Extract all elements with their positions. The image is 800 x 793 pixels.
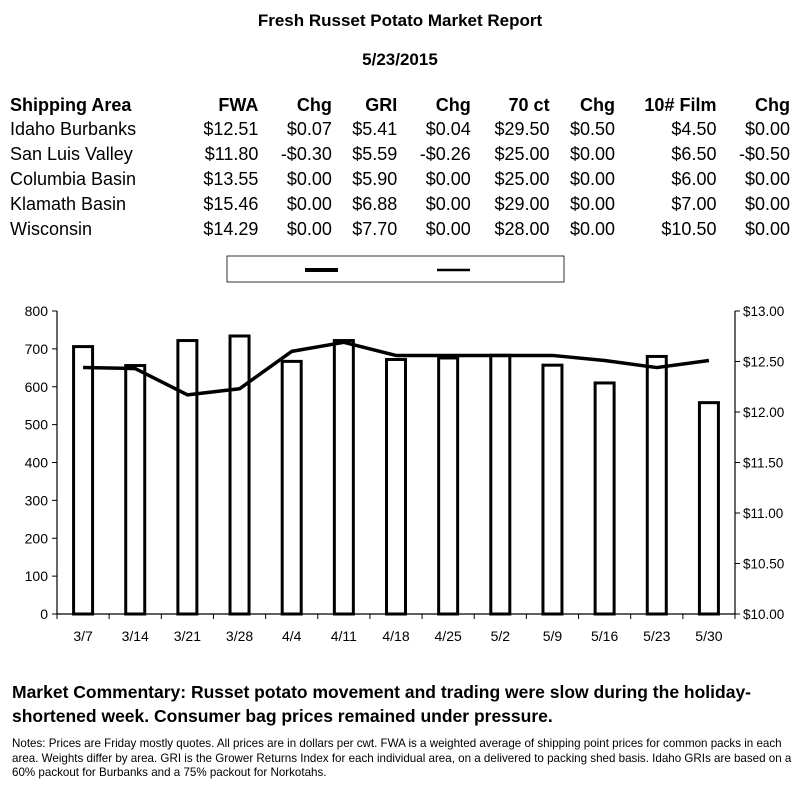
table-cell-value: $0.00	[569, 194, 615, 214]
x-tick-label: 5/9	[542, 628, 563, 644]
bar	[74, 347, 93, 614]
table-cell-value: $11.80	[204, 144, 259, 164]
notes: Notes: Prices are Friday mostly quotes. All prices are in dollars per cwt. FWA is a weighted average of shipping point prices for common packs in each area. Weights differ by area. GRI is the Grower Returns Index for each individual area, on a delivered to packing shed basis. Idaho GRIs are based on a 60% packout for Burbanks and a 75% packout for Norkotahs.	[12, 737, 792, 779]
header-70ct: 70 ct	[508, 94, 550, 115]
x-tick-label: 3/28	[225, 628, 254, 644]
right-tick-label: $13.00	[743, 304, 785, 319]
table-cell-value: $0.00	[286, 194, 332, 214]
table-cell-value: $5.41	[352, 119, 398, 139]
left-tick-label: 800	[24, 303, 48, 319]
x-tick-label: 5/16	[590, 628, 619, 644]
table-cell-value: $0.00	[286, 169, 332, 189]
header-gri-chg: Chg	[435, 94, 471, 115]
x-tick-label: 4/4	[281, 628, 302, 644]
table-cell-value: $0.00	[425, 194, 471, 214]
table-body	[8, 117, 792, 242]
header-10lb-film-chg: Chg	[755, 94, 790, 115]
x-tick-label: 5/2	[490, 628, 511, 644]
left-axis-ticks	[25, 303, 57, 622]
bar	[647, 356, 666, 614]
bar	[387, 359, 406, 614]
table-cell-value: -$0.30	[280, 144, 332, 164]
bar	[282, 361, 301, 614]
table-cell-value: $0.50	[569, 119, 615, 139]
left-tick-label: 500	[24, 416, 48, 433]
table-cell-value: $7.70	[352, 219, 398, 239]
table-cell-value: $6.50	[671, 144, 717, 164]
market-commentary: Market Commentary: Russet potato movement and trading were slow during the holiday-shortened week. Consumer bag prices remained under pressure.	[12, 682, 751, 726]
table-cell-value: $6.00	[671, 169, 717, 189]
bar	[126, 366, 145, 614]
bar	[699, 403, 718, 614]
table-cell-value: $5.59	[352, 144, 398, 164]
bar	[543, 365, 562, 614]
table-cell-value: $29.50	[494, 119, 550, 139]
left-tick-label: 600	[24, 378, 48, 395]
x-tick-label: 4/25	[434, 628, 462, 644]
left-tick-label: 100	[24, 568, 48, 585]
right-axis-ticks	[735, 304, 784, 622]
header-fwa-chg: Chg	[296, 94, 332, 115]
table-row	[8, 217, 792, 242]
left-tick-label: 400	[24, 454, 48, 471]
table-cell-value: $0.00	[425, 219, 471, 239]
table-cell-value: $0.00	[744, 119, 790, 139]
bar	[491, 355, 510, 614]
table-cell-area: Klamath Basin	[10, 194, 127, 214]
table-cell-value: $0.00	[569, 219, 615, 239]
table-cell-value: $28.00	[494, 219, 550, 239]
x-tick-label: 3/21	[173, 628, 202, 644]
bar	[334, 341, 353, 614]
table-cell-value: $7.00	[671, 194, 717, 214]
table-cell-value: $25.00	[494, 169, 550, 189]
table-header-row	[8, 93, 792, 117]
bar	[595, 383, 614, 614]
table-cell-value: $0.00	[744, 194, 790, 214]
table-cell-value: $0.00	[744, 219, 790, 239]
table-cell-value: -$0.50	[738, 144, 790, 164]
right-tick-label: $12.00	[743, 405, 785, 420]
table-cell-value: $4.50	[671, 119, 717, 139]
table-row	[8, 192, 792, 217]
table-row	[8, 117, 792, 142]
table-cell-value: $6.88	[352, 194, 398, 214]
left-tick-label: 300	[24, 492, 48, 509]
table-cell-value: -$0.26	[419, 144, 471, 164]
header-70ct-chg: Chg	[580, 94, 615, 115]
table-row	[8, 142, 792, 167]
table-cell-value: $0.00	[425, 169, 471, 189]
table-cell-value: $14.29	[203, 219, 259, 239]
table-cell-value: $0.00	[744, 169, 790, 189]
bar	[230, 336, 249, 614]
x-tick-label: 4/18	[382, 628, 410, 644]
price-table	[8, 93, 792, 242]
x-tick-label: 5/23	[643, 628, 671, 644]
table-row	[8, 167, 792, 192]
report-title: Fresh Russet Potato Market Report	[257, 11, 543, 30]
left-tick-label: 0	[40, 606, 48, 622]
table-cell-value: $15.46	[203, 194, 259, 214]
bar-series	[74, 336, 719, 614]
table-cell-area: Wisconsin	[10, 219, 93, 239]
header-fwa: FWA	[218, 94, 259, 115]
table-cell-value: $25.00	[494, 144, 550, 164]
right-tick-label: $11.00	[743, 506, 784, 521]
table-cell-value: $10.50	[661, 219, 717, 239]
x-tick-label: 3/7	[73, 628, 93, 644]
table-cell-area: San Luis Valley	[10, 144, 133, 164]
x-tick-label: 5/30	[695, 628, 723, 644]
table-cell-value: $0.07	[286, 119, 332, 139]
left-tick-label: 700	[24, 340, 48, 357]
x-axis-ticks	[57, 614, 735, 644]
bar	[178, 341, 197, 614]
table-cell-value: $0.04	[425, 119, 471, 139]
table-cell-value: $12.51	[203, 119, 259, 139]
table-cell-value: $5.90	[352, 169, 398, 189]
right-tick-label: $10.50	[743, 556, 785, 572]
table-cell-value: $29.00	[494, 194, 550, 214]
table-cell-value: $0.00	[569, 169, 615, 189]
price-volume-chart	[0, 250, 800, 664]
table-cell-area: Idaho Burbanks	[10, 119, 137, 139]
right-tick-label: $10.00	[743, 607, 785, 622]
legend-box	[227, 256, 564, 282]
right-tick-label: $11.50	[743, 455, 784, 471]
table-cell-value: $0.00	[286, 219, 332, 239]
x-tick-label: 3/14	[121, 628, 149, 644]
table-cell-value: $0.00	[569, 144, 615, 164]
right-tick-label: $12.50	[743, 354, 785, 370]
report-date: 5/23/2015	[362, 50, 438, 69]
header-10lb-film: 10# Film	[644, 94, 717, 115]
table-cell-area: Columbia Basin	[10, 169, 137, 189]
bar	[439, 358, 458, 614]
header-gri: GRI	[365, 94, 398, 115]
table-cell-value: $13.55	[203, 169, 259, 189]
header-shipping-area: Shipping Area	[10, 94, 132, 115]
x-tick-label: 4/11	[330, 628, 357, 644]
left-tick-label: 200	[24, 530, 48, 547]
